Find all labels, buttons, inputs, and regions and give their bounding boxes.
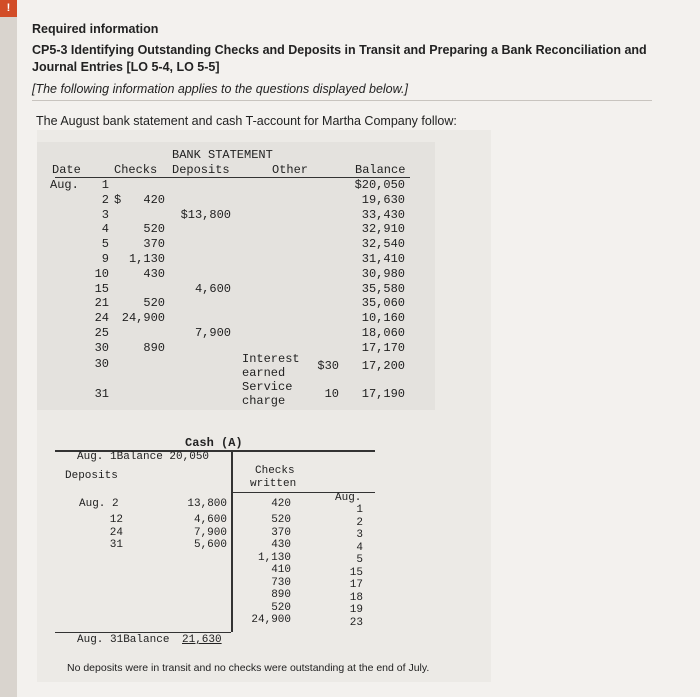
check-day: 3 [356,529,363,541]
deposit-day: 24 [109,526,123,539]
check-day: 17 [349,579,363,591]
info-note: [The following information applies to the questions displayed below.] [32,82,408,96]
interest-date: 30 [94,357,109,371]
interest-balance: 17,200 [361,359,405,373]
intro-text: The August bank statement and cash T-account for Martha Company follow: [36,114,457,128]
bank-row-check: 520 [143,222,165,237]
bank-row-check: 24,900 [121,311,165,326]
interest-label-2: earned [242,366,286,380]
bank-row-date: 1 [101,178,109,192]
month-label: Aug. [50,178,79,192]
check-day: 23 [349,616,363,629]
service-label: Service [242,380,293,394]
service-balance: 17,190 [361,387,405,401]
bank-row-date: 9 [101,252,109,266]
checks-written-label: Checks [255,465,295,477]
interest-label: Interest [242,352,300,366]
bank-row-deposit: 7,900 [194,326,231,340]
question-page [17,0,700,697]
opening-balance: Aug. 1Balance 20,050 [77,451,210,463]
check-day: 18 [349,591,363,604]
bank-row-date: 3 [101,207,109,222]
bank-row-date: 5 [101,237,109,252]
check-day: 2 [356,516,363,529]
check-amount: 420 [271,498,291,510]
bank-row-balance: $20,050 [354,178,405,192]
bank-row-balance: 18,060 [361,326,405,340]
checks-written-label-2: written [250,478,297,490]
problem-heading: CP5-3 Identifying Outstanding Checks and Deposits in Transit and Preparing a Bank Reconciliation and Journal Entries [LO 5-4, LO 5-5] [32,43,647,74]
bank-row-check: 1,130 [128,252,165,266]
check-day: 4 [356,541,363,554]
bank-statement-title: BANK STATEMENT [172,148,273,162]
deposit-amount: 4,600 [193,514,227,526]
bank-row-date: 10 [94,266,109,281]
check-amount: 890 [271,589,291,601]
cash-account-title: Cash (A) [185,436,243,450]
bank-row-balance: 32,540 [361,237,405,252]
bank-row-balance: 33,430 [361,207,405,222]
service-amount: 10 [324,387,339,401]
check-amount: 520 [271,514,291,526]
closing-balance-amount: 21,630 [182,634,222,646]
bank-row-date: 15 [94,281,109,296]
alert-badge-icon: ! [0,0,17,17]
bank-row-deposit: $13,800 [180,207,231,222]
col-other: Other [272,163,309,177]
bank-row-balance: 17,170 [361,340,405,355]
interest-amount: $30 [317,359,339,373]
col-balance: Balance [355,163,406,177]
closing-balance-label: Aug. 31Balance [77,634,170,646]
col-checks: Checks [114,163,158,177]
deposit-amount: 5,600 [193,539,227,551]
aug-label: Aug. [335,492,362,504]
bank-row-balance: 31,410 [361,252,405,266]
bank-row-date: 21 [94,296,109,311]
bank-row-balance: 19,630 [361,192,405,207]
check-amount: 730 [271,576,291,589]
bank-row-balance: 35,060 [361,296,405,311]
bank-row-check: 420 [143,192,165,207]
bank-row-check-currency: $ [114,192,122,207]
bank-row-balance: 35,580 [361,281,405,296]
deposits-label: Deposits [65,470,118,482]
t-account-center-line [231,450,233,632]
check-day: 1 [356,504,363,516]
bank-row-date: 24 [94,311,109,326]
col-deposits: Deposits [172,163,230,177]
deposit-day: 12 [109,514,123,526]
bank-row-check: 890 [143,340,165,355]
deposit-amount: 7,900 [193,526,227,539]
bank-row-date: 4 [101,222,109,237]
bank-row-balance: 32,910 [361,222,405,237]
bank-row-date: 30 [94,340,109,355]
check-day: 19 [349,604,363,616]
check-day: 5 [356,554,363,566]
service-date: 31 [94,387,109,401]
service-label-2: charge [242,394,286,408]
bank-row-date: 25 [94,326,109,340]
bank-row-date: 2 [101,192,109,207]
deposit-day: 31 [109,539,123,551]
bank-row-check: 520 [143,296,165,311]
check-day: 15 [349,566,363,579]
bank-row-balance: 10,160 [361,311,405,326]
deposit-amount: 13,800 [187,498,227,510]
required-information-title: Required information [32,22,159,36]
bank-row-check: 430 [143,266,165,281]
check-amount: 24,900 [251,614,291,626]
bank-row-deposit: 4,600 [194,281,231,296]
footer-note: No deposits were in transit and no checks were outstanding at the end of July. [67,662,430,674]
col-date: Date [52,163,81,177]
check-amount: 1,130 [257,551,291,564]
note-box [32,80,652,101]
check-amount: 430 [271,539,291,551]
t-account-bottom-line [55,632,231,633]
bank-row-check: 370 [143,237,165,252]
check-amount: 370 [271,526,291,539]
check-amount: 520 [271,601,291,614]
deposit-day: Aug. 2 [79,498,119,510]
bank-row-balance: 30,980 [361,266,405,281]
check-amount: 410 [271,564,291,576]
